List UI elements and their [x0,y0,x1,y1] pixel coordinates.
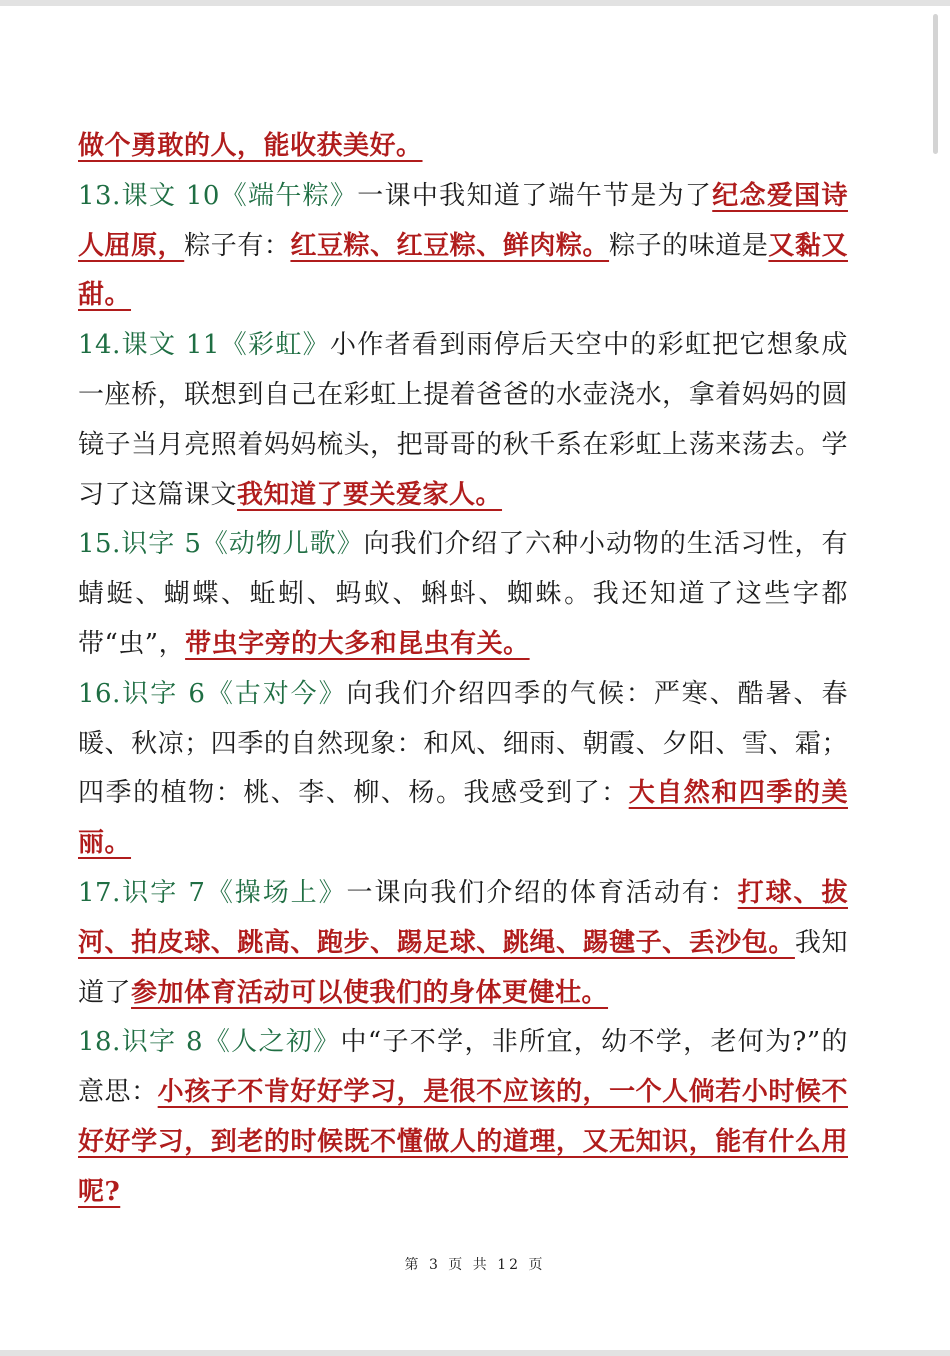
item-title: 识字 7《操场上》 [120,877,347,908]
item-13 [78,172,848,321]
item-14 [78,321,848,520]
item-number: 14. [78,330,121,361]
answer-text: 小孩子不肯好好学习，是很不应该的，一个人倘若小时候不好好学习，到老的时候既不懂做人的道理，又无知识，能有什么用呢? [78,1077,848,1207]
item-17 [78,869,848,1018]
item-text: 一课向我们介绍的体育活动有： [346,877,738,908]
answer-text: 参加体育活动可以使我们的身体更健壮。 [131,977,609,1008]
answer-text: 打球、拔河、拍皮球、跳高、跑步、踢足球、跳绳、踢毽子、丢沙包。 [78,877,848,958]
item-text: 中“子不学，非所宜，幼不学，老何为?”的意思： [78,1027,849,1108]
answer-text: 做个勇敢的人，能收获美好。 [78,131,423,161]
item-title: 课文 10《端午粽》 [120,180,358,211]
answer-text: 带虫字旁的大多和昆虫有关。 [185,628,530,659]
item-number: 17. [78,877,121,908]
answer-text: 红豆粽、红豆粽、鲜肉粽。 [290,230,610,261]
item-number: 16. [78,678,121,709]
item-title: 识字 5《动物儿歌》 [120,529,364,560]
item-text: 小作者看到雨停后天空中的彩虹把它想象成一座桥，联想到自己在彩虹上提着爸爸的水壶浇水，拿着妈妈的圆镜子当月亮照着妈妈梳头，把哥哥的秋千系在彩虹上荡来荡去。学习了这篇课文 [78,330,848,510]
item-title: 识字 8《人之初》 [120,1027,341,1058]
answer-text: 纪念爱国诗人屈原， [78,180,848,261]
item-title: 课文 11《彩虹》 [120,330,330,361]
item-text: 一课中我知道了端午节是为了 [357,180,713,211]
item-number: 15. [78,529,121,560]
item-15 [78,520,848,669]
bottom-divider [0,1350,950,1356]
item-text: 向我们介绍了六种小动物的生活习性，有蜻蜓、蝴蝶、蚯蚓、蚂蚁、蝌蚪、蜘蛛。我还知道了这些字都带“虫”， [78,529,848,659]
continuation-line [78,122,848,172]
document-body [78,122,848,1218]
item-title: 识字 6《古对今》 [120,678,347,709]
item-text: 向我们介绍四季的气候：严寒、酷暑、春暖、秋凉；四季的自然现象：和风、细雨、朝霞、夕阳、雪、霜；四季的植物：桃、李、柳、杨。我感受到了： [78,678,848,809]
scrollbar-thumb[interactable] [933,14,938,154]
item-number: 18. [78,1027,121,1058]
top-divider [0,0,950,6]
item-18 [78,1018,848,1217]
item-text: 粽子有： [184,230,291,261]
item-16 [78,670,848,869]
answer-text: 我知道了要关爱家人。 [237,479,503,510]
answer-text: 大自然和四季的美丽。 [78,778,848,859]
item-number: 13. [78,180,121,211]
answer-text: 又黏又甜。 [78,230,848,311]
page-number-footer: 第 3 页 共 12 页 [404,1257,546,1273]
item-text: 粽子的味道是 [609,230,769,261]
item-text: 我知道了 [78,927,848,1008]
